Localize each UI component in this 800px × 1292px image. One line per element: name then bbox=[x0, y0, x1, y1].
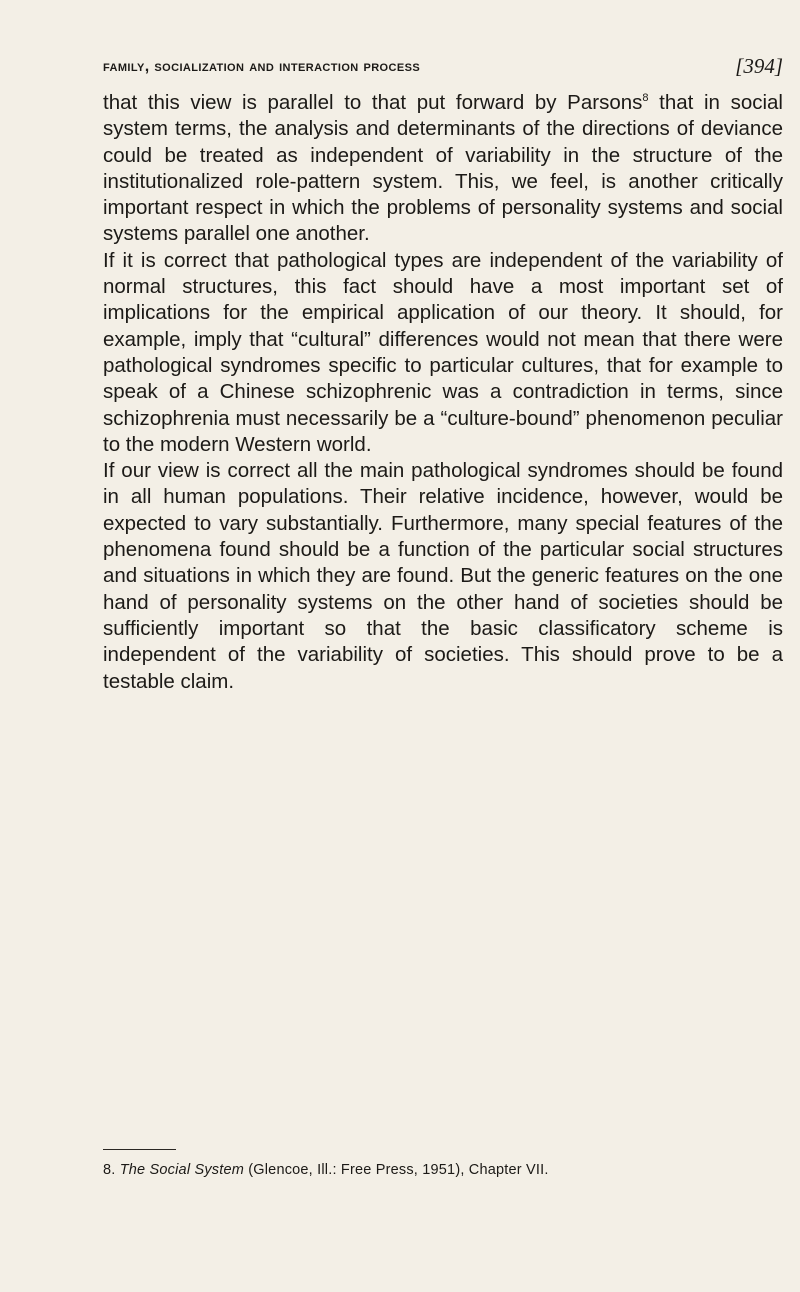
body-text bbox=[103, 90, 783, 695]
paragraph-1-text-a: that this view is parallel to that put forward by Parsons bbox=[103, 91, 643, 114]
footnote-title: The Social System bbox=[119, 1162, 245, 1178]
running-title: family, socialization and interaction process bbox=[103, 58, 421, 75]
paragraph-1-text-b: that in social system terms, the analysis and determinants of the directions of deviance could be treated as independent of variability in the structure of the institutionalized role-pattern system. This, we feel, is another critically important respect in which the problems of personality systems and social systems parallel one another. bbox=[103, 91, 783, 246]
paragraph-3: If our view is correct all the main pathological syndromes should be found in all human populations. Their relative incidence, however, would be expected to vary substantially. Furthermore, many special features of the phenomena found should be a function of the particular social structures and situations in which they are found. But the generic features on the one hand of personality systems on the other hand of societies should be sufficiently important so that the basic classificatory scheme is independent of the variability of societies. This should prove to be a testable claim. bbox=[103, 459, 783, 693]
page-number: [394] bbox=[735, 54, 783, 78]
footnote-number: 8. bbox=[103, 1162, 116, 1178]
footnote-citation: (Glencoe, Ill.: Free Press, 1951), Chapter VII. bbox=[248, 1162, 549, 1178]
footnote-rule bbox=[103, 1149, 176, 1150]
footnote-reference: 8 bbox=[642, 92, 649, 104]
footnote bbox=[103, 1162, 783, 1178]
running-head bbox=[103, 54, 783, 82]
paragraph-1 bbox=[103, 90, 783, 248]
paragraph-2: If it is correct that pathological types are independent of the variability of normal structures, this fact should have a most important set of implications for the empirical application of our theory. It should, for example, imply that “cultural” differences would not mean that there were pathological syndromes specific to particular cultures, that for example to speak of a Chinese schizophrenic was a contradiction in terms, since schizophrenia must necessarily be a “culture-bound” phenomenon peculiar to the modern Western world. bbox=[103, 248, 783, 456]
